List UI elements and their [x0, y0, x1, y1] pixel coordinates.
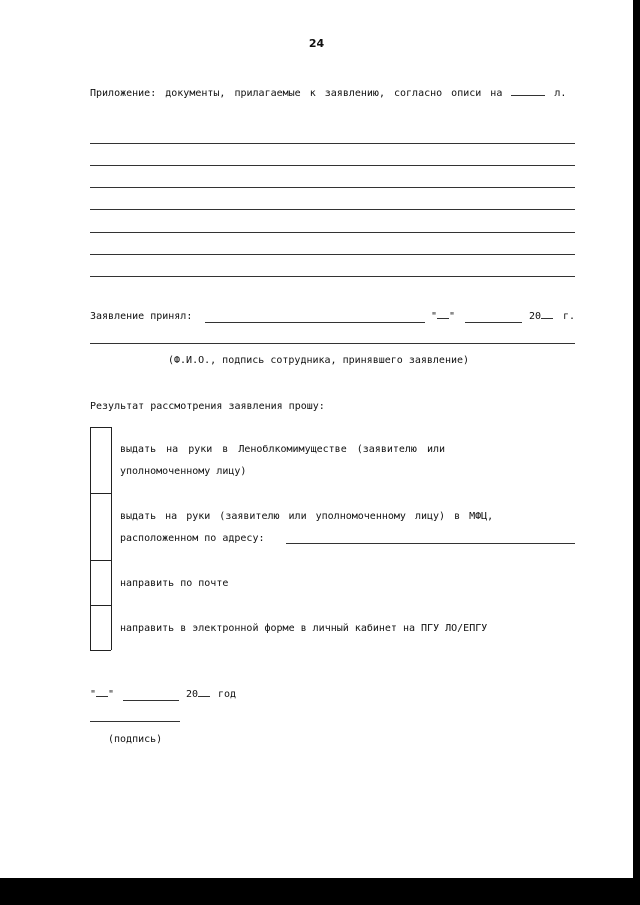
blank-line[interactable] — [90, 276, 575, 277]
quote-close: " — [108, 689, 115, 700]
mfc-address-blank[interactable] — [286, 543, 575, 544]
day-blank[interactable] — [437, 318, 449, 319]
footer-date-day — [90, 689, 114, 701]
acceptance-label: Заявление принял: — [90, 311, 193, 322]
year-blank[interactable] — [198, 696, 210, 697]
year-blank[interactable] — [541, 318, 553, 319]
page-number: 24 — [308, 37, 325, 50]
option-1-line-1: выдать на руки в Леноблкомимуществе (заявителю или — [120, 444, 446, 455]
footer-year — [186, 689, 210, 701]
footer-month-blank[interactable] — [123, 700, 179, 701]
year-prefix: 20 — [529, 311, 542, 322]
acceptance-year-suffix: г. — [563, 311, 576, 322]
quote-open: " — [431, 311, 438, 322]
blank-line[interactable] — [90, 143, 575, 144]
result-heading: Результат рассмотрения заявления прошу: — [90, 401, 325, 412]
option-1-line-2: уполномоченному лицу) — [120, 466, 247, 477]
quote-close: " — [449, 311, 456, 322]
footer-year-word: год — [218, 689, 237, 700]
acceptance-date-day — [431, 311, 455, 323]
option-4-line-1: направить в электронной форме в личный кабинет на ПГУ ЛО/ЕПГУ — [120, 623, 488, 634]
attachment-suffix: л. — [554, 88, 567, 99]
acceptance-name-blank[interactable] — [205, 322, 425, 323]
blank-line[interactable] — [90, 254, 575, 255]
acceptance-caption: (Ф.И.О., подпись сотрудника, принявшего заявление) — [168, 355, 470, 366]
signature-caption: (подпись) — [108, 734, 163, 745]
blank-line[interactable] — [90, 209, 575, 210]
option-2-line-1: выдать на руки (заявителю или уполномоченному лицу) в МФЦ, — [120, 511, 494, 522]
option-3-line-1: направить по почте — [120, 578, 229, 589]
attachment-sheets-blank[interactable] — [511, 95, 545, 96]
option-2-line-2: расположенном по адресу: — [120, 533, 265, 544]
checkbox-option-1[interactable] — [90, 427, 112, 493]
attachment-line — [90, 88, 566, 100]
acceptance-year — [529, 311, 553, 323]
checkbox-option-4[interactable] — [90, 605, 112, 650]
acceptance-month-blank[interactable] — [465, 322, 522, 323]
year-prefix: 20 — [186, 689, 199, 700]
signature-line[interactable] — [90, 721, 180, 722]
blank-line[interactable] — [90, 165, 575, 166]
checkbox-option-3[interactable] — [90, 560, 112, 605]
acceptance-signature-line[interactable] — [90, 343, 575, 344]
blank-line[interactable] — [90, 187, 575, 188]
attachment-text: Приложение: документы, прилагаемые к заявлению, согласно описи на — [90, 88, 503, 99]
day-blank[interactable] — [96, 696, 108, 697]
quote-open: " — [90, 689, 97, 700]
checkbox-frame-bottom — [90, 650, 111, 651]
checkbox-option-2[interactable] — [90, 493, 112, 560]
blank-line[interactable] — [90, 232, 575, 233]
